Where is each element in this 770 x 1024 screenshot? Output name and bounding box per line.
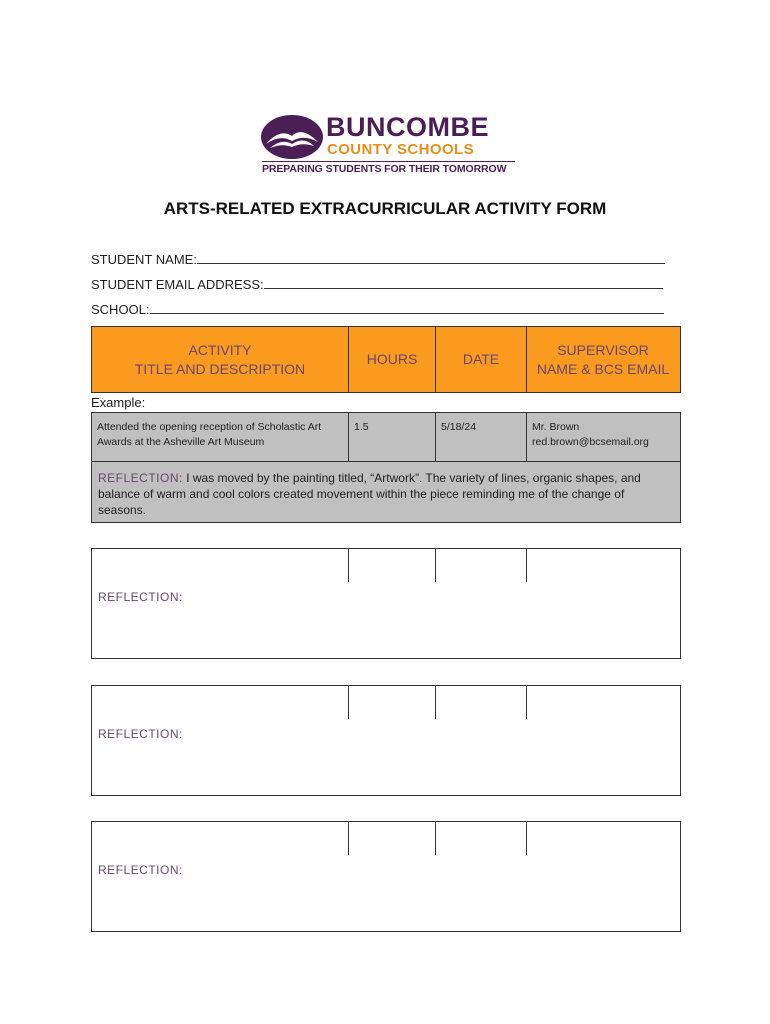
logo-title: BUNCOMBE — [326, 112, 489, 142]
logo-tagline: PREPARING STUDENTS FOR THEIR TOMORROW — [262, 163, 507, 175]
example-supervisor-name: Mr. Brown — [532, 421, 580, 433]
mountain-emblem-icon — [260, 114, 324, 160]
entry-hours-cell[interactable] — [348, 686, 435, 719]
example-supervisor-email: red.brown@bcsemail.org — [532, 436, 649, 448]
example-label: Example: — [91, 395, 146, 410]
header-supervisor-line1: SUPERVISOR — [557, 341, 649, 358]
entry-hours-cell[interactable] — [348, 822, 435, 855]
example-reflection-text: I was moved by the painting titled, “Artwork”. The variety of lines, organic shapes, and balance of warm and cool colors created movement within the piece reminding me of the change of seasons. — [98, 471, 641, 517]
entry-date-cell[interactable] — [435, 686, 526, 719]
school-label: SCHOOL: — [91, 302, 150, 317]
header-activity-line1: ACTIVITY — [188, 341, 252, 358]
district-logo — [258, 112, 520, 180]
entry-supervisor-cell[interactable] — [526, 686, 679, 719]
entry-reflection[interactable] — [91, 719, 681, 796]
example-date: 5/18/24 — [435, 413, 526, 461]
example-reflection-label: REFLECTION: — [98, 471, 183, 485]
logo-subtitle: COUNTY SCHOOLS — [327, 141, 475, 158]
student-email-line[interactable] — [264, 278, 663, 289]
entry-reflection[interactable] — [91, 855, 681, 932]
entry-reflection-label: REFLECTION: — [98, 863, 183, 877]
entry-row[interactable] — [91, 548, 681, 583]
example-hours: 1.5 — [348, 413, 435, 461]
student-email-label: STUDENT EMAIL ADDRESS: — [91, 277, 264, 292]
entry-activity-cell[interactable] — [92, 549, 348, 582]
entry-activity-cell[interactable] — [92, 822, 348, 855]
logo-divider — [262, 161, 515, 162]
form-title: ARTS-RELATED EXTRACURRICULAR ACTIVITY FORM — [163, 199, 607, 218]
header-activity-line2: TITLE AND DESCRIPTION — [134, 360, 306, 377]
header-activity — [92, 327, 348, 392]
example-supervisor — [526, 413, 679, 461]
student-name-line[interactable] — [197, 253, 665, 264]
entry-reflection[interactable] — [91, 582, 681, 659]
student-name-field[interactable] — [91, 252, 665, 267]
entry-supervisor-cell[interactable] — [526, 549, 679, 582]
school-field[interactable] — [91, 302, 664, 317]
example-activity: Attended the opening reception of Scholastic Art Awards at the Asheville Art Museum — [97, 421, 322, 448]
example-reflection — [91, 461, 681, 523]
header-hours-label: HOURS — [366, 351, 418, 367]
entry-row[interactable] — [91, 685, 681, 720]
entry-reflection-label: REFLECTION: — [98, 727, 183, 741]
student-email-field[interactable] — [91, 277, 663, 292]
header-supervisor — [526, 327, 679, 392]
entry-date-cell[interactable] — [435, 549, 526, 582]
entry-supervisor-cell[interactable] — [526, 822, 679, 855]
school-line[interactable] — [150, 303, 664, 314]
entry-reflection-label: REFLECTION: — [98, 590, 183, 604]
header-supervisor-line2: NAME & BCS EMAIL — [536, 360, 670, 377]
header-date-label: DATE — [462, 351, 500, 367]
entry-date-cell[interactable] — [435, 822, 526, 855]
example-row — [91, 412, 681, 462]
student-name-label: STUDENT NAME: — [91, 252, 197, 267]
header-hours — [348, 327, 435, 392]
entry-row[interactable] — [91, 821, 681, 856]
header-date — [435, 327, 526, 392]
entry-hours-cell[interactable] — [348, 549, 435, 582]
entry-activity-cell[interactable] — [92, 686, 348, 719]
table-header — [91, 326, 681, 393]
